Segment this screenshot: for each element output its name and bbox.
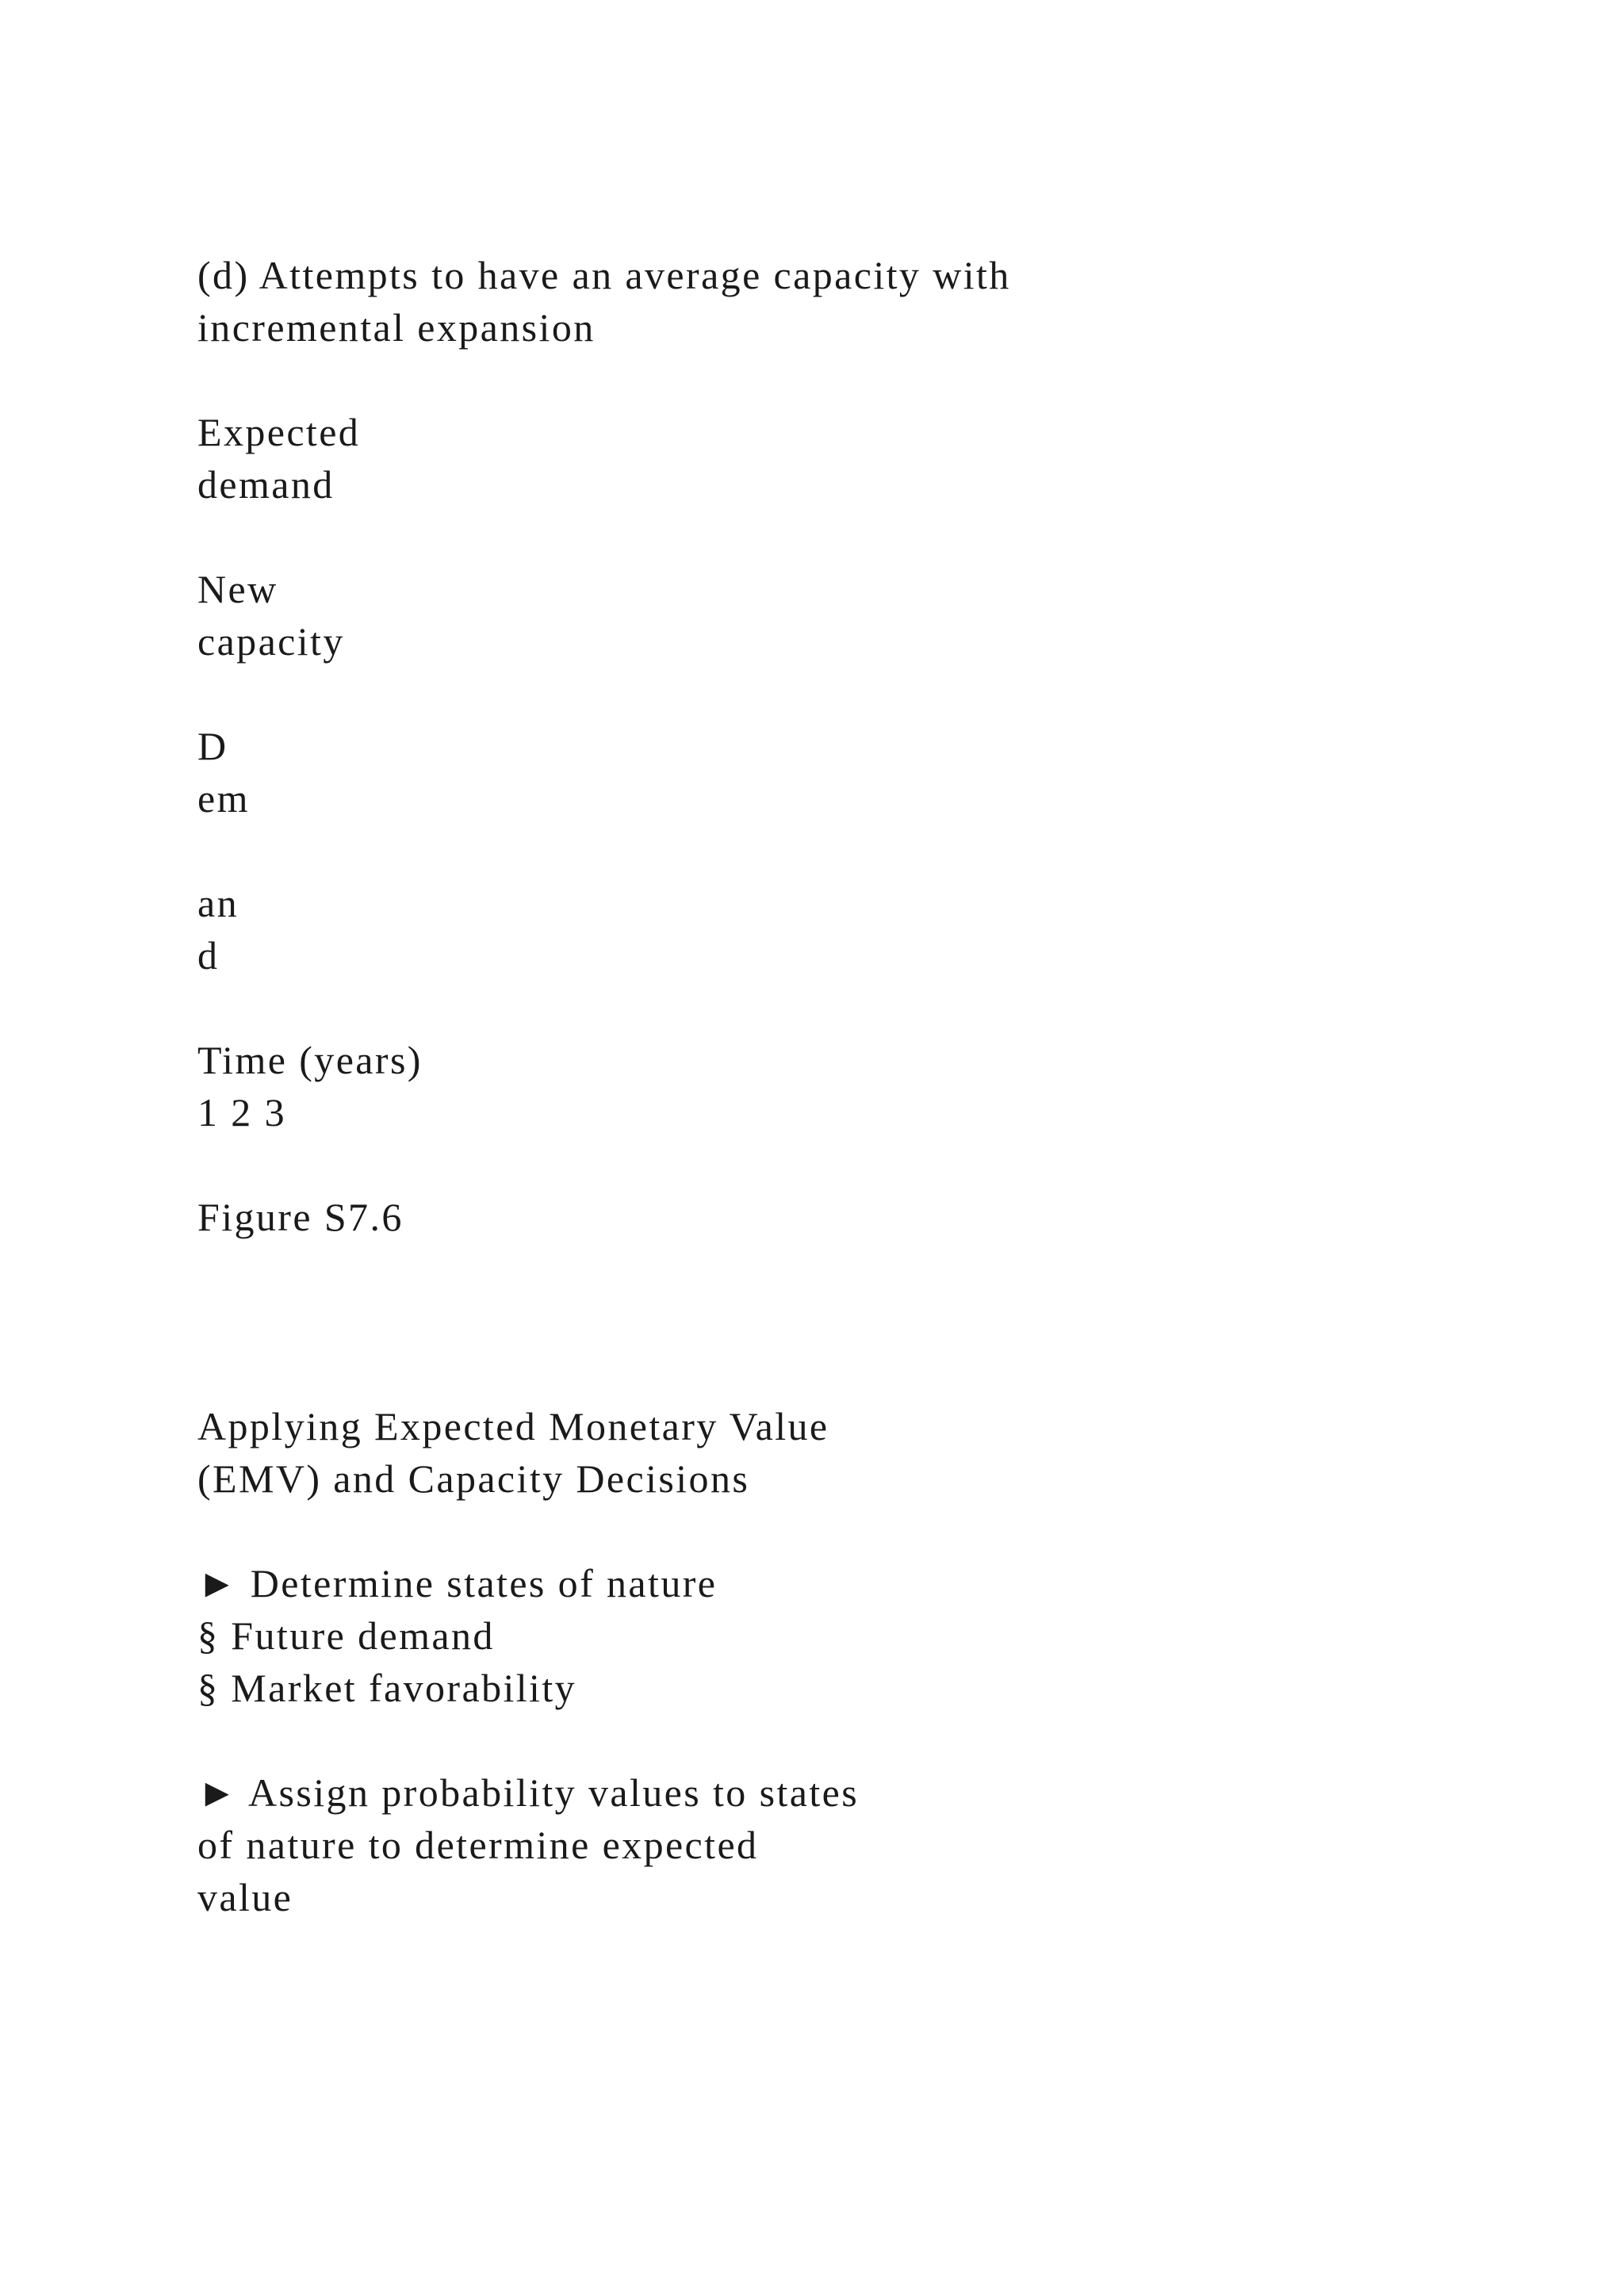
bullet-assign-probability-line-1: ► Assign probability values to states <box>197 1770 860 1815</box>
expected-demand-label-line-2: demand <box>197 462 335 507</box>
sub-bullet-market-favorability: § Market favorability <box>197 1666 577 1710</box>
time-axis-ticks: 1 2 3 <box>197 1090 286 1135</box>
demand-axis-fragment-4: d <box>197 933 220 978</box>
bullet-assign-probability-line-3: value <box>197 1875 293 1919</box>
demand-axis-fragment-3: an <box>197 881 239 925</box>
demand-axis-fragment-2: em <box>197 776 250 821</box>
new-capacity-label-line-2: capacity <box>197 619 345 664</box>
figure-caption: Figure S7.6 <box>197 1195 404 1239</box>
time-axis-label: Time (years) <box>197 1038 423 1082</box>
expected-demand-label-line-1: Expected <box>197 410 361 454</box>
new-capacity-label-line-1: New <box>197 567 278 611</box>
demand-axis-fragment-1: D <box>197 724 228 768</box>
bullet-assign-probability-line-2: of nature to determine expected <box>197 1823 759 1867</box>
sub-bullet-future-demand: § Future demand <box>197 1613 495 1658</box>
bullet-determine-states: ► Determine states of nature <box>197 1561 718 1605</box>
option-d-heading-line-2: incremental expansion <box>197 305 596 350</box>
option-d-heading-line-1: (d) Attempts to have an average capacity with <box>197 253 1011 297</box>
section-heading-line-2: (EMV) and Capacity Decisions <box>197 1456 750 1501</box>
section-heading-line-1: Applying Expected Monetary Value <box>197 1404 829 1448</box>
